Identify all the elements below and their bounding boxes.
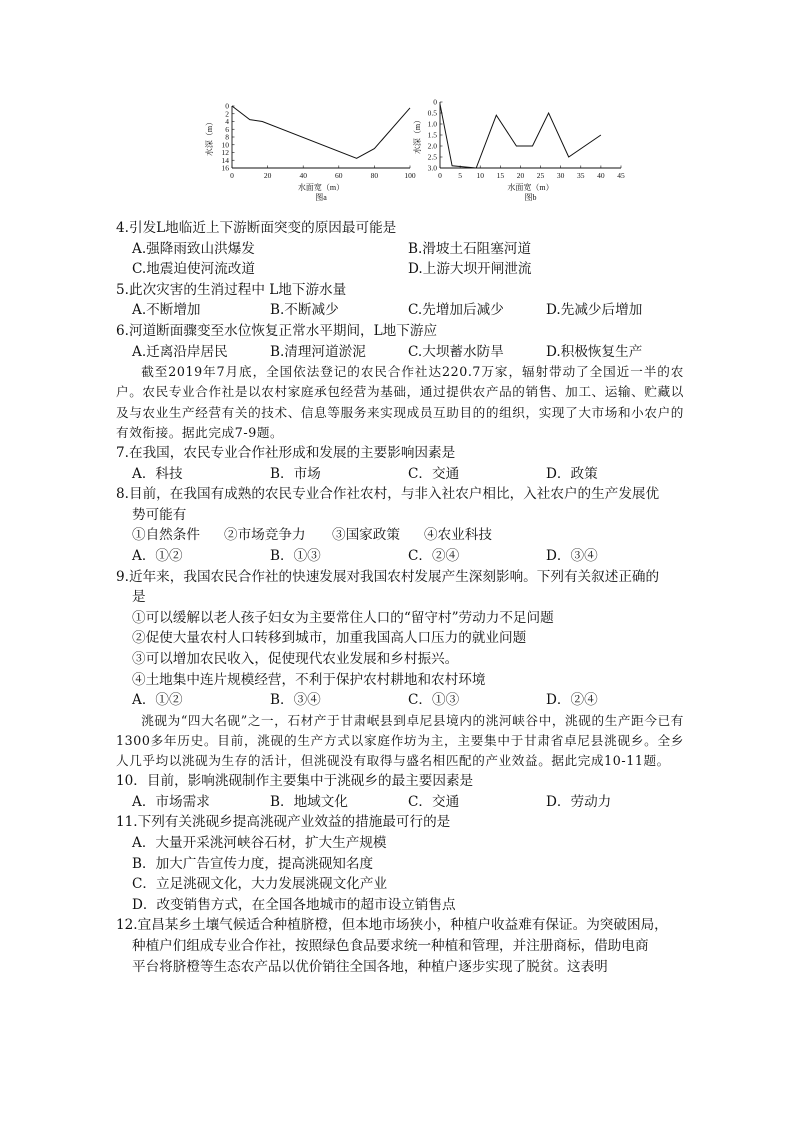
q6-option-d[interactable]: D.积极恢复生产 [546,343,643,360]
fig-b-y-tick-label: 3.0 [427,163,437,173]
q6-option-a[interactable]: A.迁离沿岸居民 [132,343,228,360]
q8-option-c[interactable]: C．②④ [408,547,460,564]
q11-option-a[interactable]: A．大量开采洮河峡谷石材，扩大生产规模 [132,835,387,852]
fig-a-y-label: 水深（m） [205,117,214,157]
q9-option-c[interactable]: C．①③ [408,692,460,709]
q11-option-c[interactable]: C．立足洮砚文化，大力发展洮砚文化产业 [132,876,388,893]
q6-option-b[interactable]: B.清理河道淤泥 [270,343,366,360]
fig-b-y-label: 水深（m） [413,115,422,155]
q10-options [116,792,684,813]
fig-a-y-tick-label: 12 [221,148,229,158]
fig-a-y-tick-label: 0 [225,101,229,111]
q5-option-b[interactable]: B.不断减少 [270,302,339,319]
fig-a-y-tick-label: 4 [225,117,229,127]
fig-a-x-tick-label: 60 [335,171,343,180]
river-section-charts [200,96,640,224]
q7-stem: 7.在我国，农民专业合作社形成和发展的主要影响因素是 [116,444,456,461]
q11-option-b[interactable]: B．加大广告宣传力度，提高洮砚知名度 [132,855,374,872]
q6-options [116,342,684,363]
fig-b-x-tick-label: 20 [516,171,525,180]
q6-stem: 6.河道断面骤变至水位恢复正常水平期间，L地下游应 [116,322,438,339]
q8-item-1: ①自然条件 [132,527,200,544]
q9-item-1: ①可以缓解以老人孩子妇女为主要常住人口的“留守村”劳动力不足问题 [132,609,554,626]
q9-option-a[interactable]: A．①② [132,692,183,709]
fig-b-x-tick-label: 30 [556,171,565,180]
fig-a-x-tick-label: 100 [404,171,416,180]
q8-item-2: ②市场竞争力 [224,527,306,544]
fig-b-y-tick-label: 2.0 [427,141,437,151]
q7-option-c[interactable]: C．交通 [408,465,460,482]
q8-option-b[interactable]: B．①③ [270,547,321,564]
q12-stem-line1: 12.宜昌某乡土壤气候适合种植脐橙，但本地市场狭小，种植户收益难有保证。为突破困局， [116,917,668,934]
fig-a-x-tick-label: 40 [299,171,307,180]
q4-options-row1 [116,239,684,260]
fig-a-x-tick-label: 0 [230,171,234,180]
fig-b-x-tick-label: 15 [496,171,505,180]
q5-option-a[interactable]: A.不断增加 [132,302,201,319]
fig-b-y-tick-label: 1.0 [427,119,437,129]
q4-option-d[interactable]: D.上游大坝开闸泄流 [408,261,532,278]
q11-stem: 11.下列有关洮砚乡提高洮砚产业效益的措施最可行的是 [116,814,451,831]
q4-stem: 4.引发L地临近上下游断面突变的原因最可能是 [116,220,397,236]
figures-area [200,96,640,224]
fig-b-section-line [440,104,601,168]
fig-b-x-tick-label: 40 [597,171,605,180]
q8-item-3: ③国家政策 [332,527,400,544]
q5-option-c[interactable]: C.先增加后减少 [408,302,504,319]
fig-a-y-tick-label: 6 [225,124,229,134]
fig-a-y-tick-label: 14 [221,155,229,165]
q10-option-a[interactable]: A．市场需求 [132,793,210,810]
fig-a-caption: 图a [315,193,327,202]
q9-options [116,690,684,711]
q12-stem-line2: 种植户们组成专业合作社，按照绿色食品要求统一种植和管理，并注册商标，借助电商 [132,938,649,955]
fig-b-y-tick-label: 2.5 [427,152,437,162]
fig-a-x-tick-label: 20 [263,171,272,180]
q7-options [116,464,684,485]
q10-option-b[interactable]: B．地域文化 [270,793,348,810]
q10-stem: 10．目前，影响洮砚制作主要集中于洮砚乡的最主要因素是 [116,773,474,790]
q8-option-a[interactable]: A．①② [132,547,183,564]
q6-option-c[interactable]: C.大坝蓄水防旱 [408,343,504,360]
q4-option-c[interactable]: C.地震迫使河流改道 [132,261,255,278]
passage-cooperatives: 截至2019年7月底，全国依法登记的农民合作社达220.7万家，辐射带动了全国近一半的农户。农民专业合作社是以农村家庭承包经营为基础，通过提供农产品的销售、加工、运输、贮藏以及与农业生产经营有关的技术、信息等服务来实现成员互助目的的组织，实现了大市场和小农户的有效衔接。据此完成7-9题。 [116,364,684,440]
fig-a-y-tick-label: 10 [221,140,229,150]
q4-option-a[interactable]: A.强降雨致山洪爆发 [132,240,255,257]
q10-option-c[interactable]: C．交通 [408,793,460,810]
q8-stem-line1: 8.目前，在我国有成熟的农民专业合作社农村，与非入社农户相比，入社农户的生产发展优 [116,486,660,503]
q4-option-b[interactable]: B.滑坡土石阻塞河道 [408,240,532,257]
fig-b-x-tick-label: 35 [577,171,585,180]
q10-option-d[interactable]: D．劳动力 [546,793,612,810]
q7-option-a[interactable]: A．科技 [132,465,183,482]
q8-option-d[interactable]: D．③④ [546,547,598,564]
questions-content [116,218,684,977]
passage-taoyan: 洮砚为“四大名砚”之一，石材产于甘肃岷县到卓尼县境内的洮河峡谷中，洮砚的生产距今已有1300多年历史。目前，洮砚的生产方式以家庭作坊为主，主要集中于甘肃省卓尼县洮砚乡。全乡人几乎均以洮砚为生存的活计，但洮砚没有取得与盛名相匹配的产业效益。据此完成10-11题。 [116,712,684,769]
q11-option-d[interactable]: D．改变销售方式，在全国各地城市的超市设立销售点 [132,896,456,913]
q9-stem-line1: 9.近年来，我国农民合作社的快速发展对我国农村发展产生深刻影响。下列有关叙述正确的 [116,568,660,585]
q9-option-d[interactable]: D．②④ [546,692,598,709]
q8-item-4: ④农业科技 [424,527,492,544]
q4-options-row2 [116,259,684,280]
q8-stem-line2: 势可能有 [132,506,187,523]
fig-a-x-label: 水面宽（m） [297,183,345,192]
q5-option-d[interactable]: D.先减少后增加 [546,302,643,319]
fig-a-y-tick-label: 16 [221,163,229,173]
fig-b-x-tick-label: 0 [438,171,442,180]
fig-b-y-tick-label: 1.5 [427,130,437,140]
fig-b-x-tick-label: 25 [536,171,545,180]
fig-b-x-tick-label: 5 [458,171,462,180]
fig-b-caption: 图b [524,193,537,202]
q7-option-b[interactable]: B．市场 [270,465,321,482]
q7-option-d[interactable]: D．政策 [546,465,598,482]
q5-stem: 5.此次灾害的生消过程中 L地下游水量 [116,281,347,298]
q5-options [116,300,684,321]
fig-b-y-tick-label: 0.5 [427,108,437,118]
q9-item-4: ④土地集中连片规模经营，不利于保护农村耕地和农村环境 [132,671,486,688]
q9-option-b[interactable]: B．③④ [270,692,321,709]
fig-b-x-tick-label: 10 [476,171,484,180]
fig-b-x-tick-label: 45 [617,171,625,180]
fig-a-section-line [232,106,410,158]
q8-items [116,525,684,546]
q9-item-3: ③可以增加农民收入，促使现代农业发展和乡村振兴。 [132,650,459,667]
fig-a-y-tick-label: 2 [225,109,229,119]
fig-b-x-label: 水面宽（m） [507,183,554,192]
fig-b-y-tick-label: 0 [433,97,437,107]
q8-options [116,546,684,567]
q12-stem-line3: 平台将脐橙等生态农产品以优价销往全国各地，种植户逐步实现了脱贫。这表明 [132,958,608,975]
q9-item-2: ②促使大量农村人口转移到城市，加重我国高人口压力的就业问题 [132,630,527,647]
fig-a-y-tick-label: 8 [225,132,229,142]
q9-stem-line2: 是 [132,589,146,606]
fig-a-x-tick-label: 80 [370,171,379,180]
